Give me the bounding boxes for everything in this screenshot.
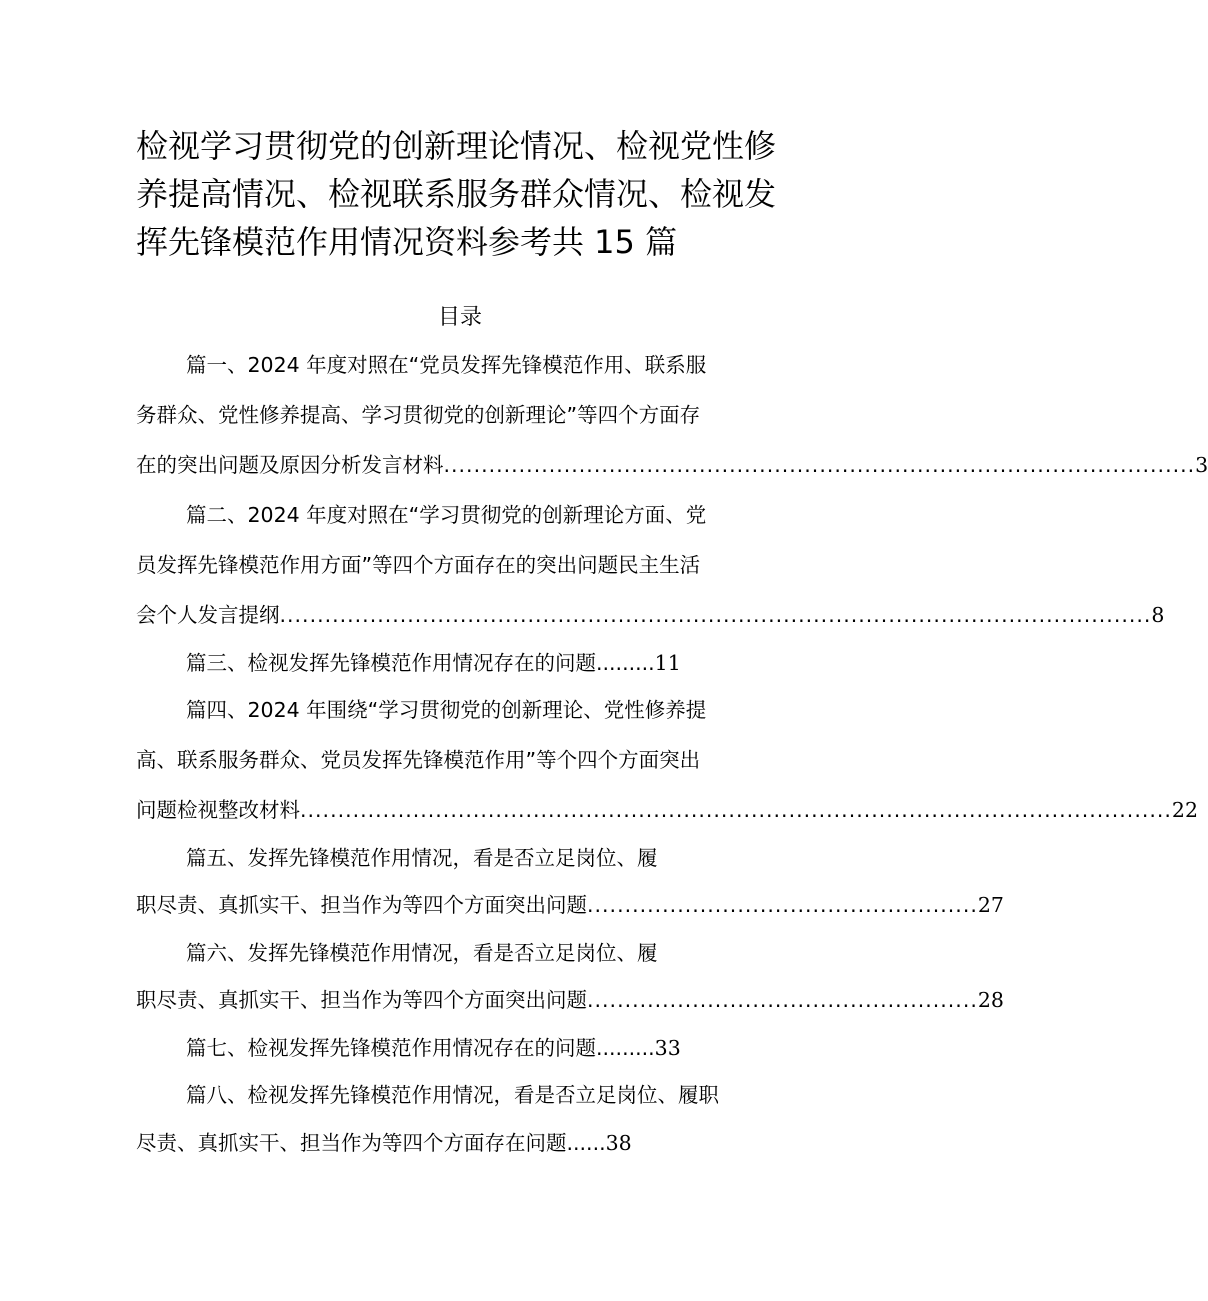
toc-entry-6-line-1[interactable]: 篇六、发挥先锋模范作用情况，看是否立足岗位、履: [186, 941, 658, 965]
dot-leader: ....................................................................................................................: [300, 798, 1172, 822]
toc-entry-2-line-1[interactable]: 篇二、2024 年度对照在“学习贯彻党的创新理论方面、党: [186, 503, 707, 527]
toc-entry-5-line-2[interactable]: 职尽责、真抓实干、担当作为等四个方面突出问题 .................................................... 27: [136, 890, 786, 920]
toc-entry-8-line-1[interactable]: 篇八、检视发挥先锋模范作用情况，看是否立足岗位、履职: [186, 1083, 719, 1107]
document-title: [136, 122, 796, 266]
toc-entry-4-line-3[interactable]: 问题检视整改材料 .................................................................................................................... 22: [136, 795, 786, 825]
toc-entry-1-line-3[interactable]: 在的突出问题及原因分析发言材料 .................................................................................................... 3: [136, 450, 786, 480]
toc-entry-8-line-2[interactable]: 尽责、真抓实干、担当作为等四个方面存在问题......38: [136, 1131, 632, 1155]
title-line-1: 检视学习贯彻党的创新理论情况、检视党性修: [136, 127, 777, 165]
dot-leader: ....................................................: [587, 893, 978, 917]
page-number: 3: [1195, 453, 1208, 477]
page-number: 28: [977, 988, 1004, 1012]
dot-leader: ....................................................: [587, 988, 978, 1012]
page-number: 8: [1151, 603, 1165, 627]
toc-entry-4-line-1[interactable]: 篇四、2024 年围绕“学习贯彻党的创新理论、党性修养提: [186, 698, 707, 722]
toc-entry-3[interactable]: 篇三、检视发挥先锋模范作用情况存在的问题.........11: [186, 651, 681, 675]
title-line-2: 养提高情况、检视联系服务群众情况、检视发: [136, 175, 777, 213]
toc-entry-1-line-2[interactable]: 务群众、党性修养提高、学习贯彻党的创新理论”等四个方面存: [136, 403, 701, 427]
page-number: 11: [654, 651, 681, 675]
dot-leader: .........: [596, 1036, 655, 1060]
dot-leader: ......: [566, 1131, 606, 1155]
toc-entry-5-line-1[interactable]: 篇五、发挥先锋模范作用情况，看是否立足岗位、履: [186, 846, 658, 870]
toc-heading: 目录: [437, 305, 482, 330]
toc-entry-7[interactable]: 篇七、检视发挥先锋模范作用情况存在的问题.........33: [186, 1036, 681, 1060]
toc-entry-2-line-3[interactable]: 会个人发言提纲 .................................................................................................................... 8: [136, 600, 786, 630]
page-number: 33: [654, 1036, 681, 1060]
page-number: 27: [977, 893, 1004, 917]
page-number: 38: [605, 1131, 632, 1155]
page-number: 22: [1171, 798, 1198, 822]
dot-leader: .........: [596, 651, 655, 675]
title-line-3: 挥先锋模范作用情况资料参考共 15 篇: [136, 223, 678, 261]
toc-entry-2-line-2[interactable]: 员发挥先锋模范作用方面”等四个方面存在的突出问题民主生活: [136, 553, 701, 577]
toc-entry-1-line-1[interactable]: 篇一、2024 年度对照在“党员发挥先锋模范作用、联系服: [186, 353, 707, 377]
toc-entry-6-line-2[interactable]: 职尽责、真抓实干、担当作为等四个方面突出问题 .................................................... 28: [136, 985, 786, 1015]
toc-entry-4-line-2[interactable]: 高、联系服务群众、党员发挥先锋模范作用”等个四个方面突出: [136, 748, 701, 772]
dot-leader: ....................................................................................................: [443, 453, 1196, 477]
dot-leader: ....................................................................................................................: [279, 603, 1152, 627]
